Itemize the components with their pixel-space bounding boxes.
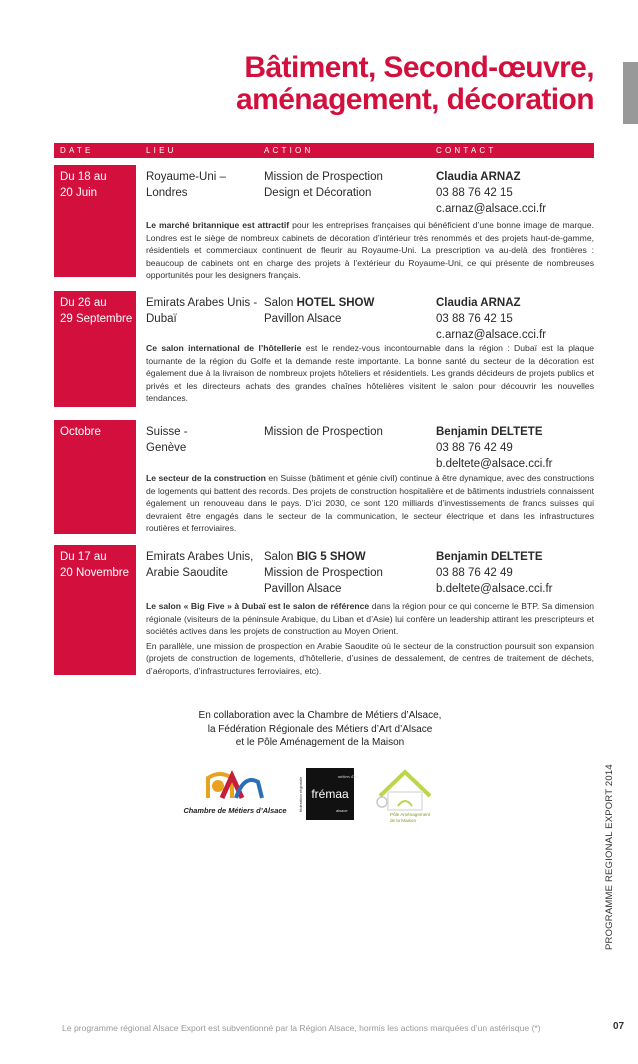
svg-text:alsace: alsace: [336, 808, 348, 813]
svg-text:Chambre de Métiers d’Alsace: Chambre de Métiers d’Alsace: [183, 806, 287, 815]
svg-text:frémaa: frémaa: [311, 787, 349, 801]
page-title-line1: Bâtiment, Second-œuvre,: [244, 51, 594, 84]
entry-date: Octobre: [60, 426, 101, 438]
header-date: DATE: [60, 146, 94, 155]
table-row: [54, 291, 594, 407]
svg-text:de la Maison: de la Maison: [390, 818, 417, 823]
entry-description: Le secteur de la construction en Suisse (bâtiment et génie civil) continue à être dynamique, avec des constructions de logements qui battent des records. Des projets de construction hospitalière et de bâtiments industriels connaissent également un renouveau dans le pays. D’ici 2030, ce sont 120 milliards d’investissements de francs suisses qui devraient être engagés dans le secteur de la communication, le secteur électrique et dans les infrastructures routières et ferroviaires.: [146, 473, 594, 534]
entry-description: Le marché britannique est attractif pour les entreprises françaises qui bénéficient d’une bonne image de marque. Londres est le siège de nombreux cabinets de décoration d’intérieur très renommés et des projets haut-de-gamme, résidentiels et commerciaux continuent de fleurir au Royaume-Uni. La prescription va au-delà des frontières : beaucoup de cabinets ont en charge des projets à l’extérieur du Royaume-Uni, ce qui présente de nombreuses opportunités pour les designers français.: [146, 220, 594, 281]
table-header: [54, 143, 594, 158]
pole-amenagement-logo: [370, 766, 440, 824]
contact-name: Benjamin DELTETE: [436, 551, 543, 563]
contact-email[interactable]: c.arnaz@alsace.cci.fr: [436, 329, 547, 341]
contact-phone: 03 88 76 42 49: [436, 567, 513, 579]
contact-phone: 03 88 76 42 15: [436, 187, 513, 199]
collaboration-note: En collaboration avec la Chambre de Métiers d’Alsace, la Fédération Régionale des Métiers d’Art d’Alsace et le Pôle Aménagement de la Maison: [198, 710, 442, 748]
svg-text:Pôle Aménagement: Pôle Aménagement: [390, 812, 431, 817]
svg-text:métiers d'art: métiers d'art: [338, 774, 358, 779]
entry-date: Du 26 au 29 Septembre: [60, 297, 133, 325]
entry-date: Du 18 au 20 Juin: [60, 171, 107, 199]
contact-email[interactable]: b.deltete@alsace.cci.fr: [436, 458, 553, 470]
contact-name: Benjamin DELTETE: [436, 426, 543, 438]
table-row: [54, 165, 594, 281]
header-lieu: LIEU: [146, 146, 177, 155]
entry-description: Le salon « Big Five » à Dubaï est le salon de référence dans la région pour ce qui concerne le BTP. Sa dimension régionale (visiteurs de la péninsule Arabique, du Liban et d’Asie) lui confère un leadership attirant les prescripteurs et sociétés actives dans les projets de construction au Moyen Orient. En parallèle, une mission de prospection en Arabie Saoudite où le secteur de la construction poursuit son expansion (projets de construction de logements, d’hôtellerie, d’usines de dessalement, de centres de traitement de déchets, d’aéroports, d’infrastructures ferroviaires, etc).: [146, 601, 595, 676]
entry-action: Mission de Prospection: [264, 426, 383, 438]
entry-contact: [436, 295, 546, 343]
contact-name: Claudia ARNAZ: [436, 171, 521, 183]
header-action: ACTION: [264, 146, 314, 155]
entry-location: Emirats Arabes Unis, Arabie Saoudite: [146, 551, 254, 579]
entry-action: Salon HOTEL SHOW Pavillon Alsace: [264, 297, 375, 325]
cma-logo: [180, 768, 290, 818]
contact-email[interactable]: c.arnaz@alsace.cci.fr: [436, 203, 547, 215]
contact-email[interactable]: b.deltete@alsace.cci.fr: [436, 583, 553, 595]
entry-description: Ce salon international de l’hôtellerie est le rendez-vous incontournable dans la région : Dubaï est la plaque tournante de la région du Golfe et la demande reste importante. La bonne santé du secteur de la décoration est également due à la livraison de nombreux projets hôteliers et résidentiels. Les grands décideurs de projets publics et privés et les directeurs achats des grandes chaînes hôtelières visitent le salon pour découvrir les nouvelles tendances.: [146, 343, 595, 404]
fremaa-logo: [298, 766, 362, 822]
entry-action: Mission de Prospection Design et Décoration: [264, 171, 383, 199]
entry-contact: [436, 424, 553, 472]
entry-action: Salon BIG 5 SHOW Mission de Prospection Pavillon Alsace: [264, 551, 383, 595]
entry-location: Suisse - Genève: [146, 426, 188, 454]
section-tab-marker: [623, 62, 638, 124]
entry-contact: [436, 169, 546, 217]
entry-date: Du 17 au 20 Novembre: [60, 551, 130, 579]
table-row: [54, 420, 594, 534]
vertical-program-label: PROGRAMME REGIONAL EXPORT 2014: [604, 764, 615, 950]
table-row: [54, 545, 594, 675]
entry-location: Emirats Arabes Unis - Dubaï: [146, 297, 258, 325]
contact-phone: 03 88 76 42 49: [436, 442, 513, 454]
svg-text:fédération régionale: fédération régionale: [298, 776, 303, 812]
page-title-line2: aménagement, décoration: [236, 83, 594, 116]
contact-name: Claudia ARNAZ: [436, 297, 521, 309]
entry-location: Royaume-Uni – Londres: [146, 171, 226, 199]
header-contact: CONTACT: [436, 146, 497, 155]
footer-note: Le programme régional Alsace Export est subventionné par la Région Alsace, hormis les actions marquées d’un astérisque (*): [62, 1023, 541, 1033]
page-number: 07: [613, 1021, 625, 1032]
page-title: [236, 52, 594, 116]
entry-contact: [436, 549, 553, 597]
contact-phone: 03 88 76 42 15: [436, 313, 513, 325]
